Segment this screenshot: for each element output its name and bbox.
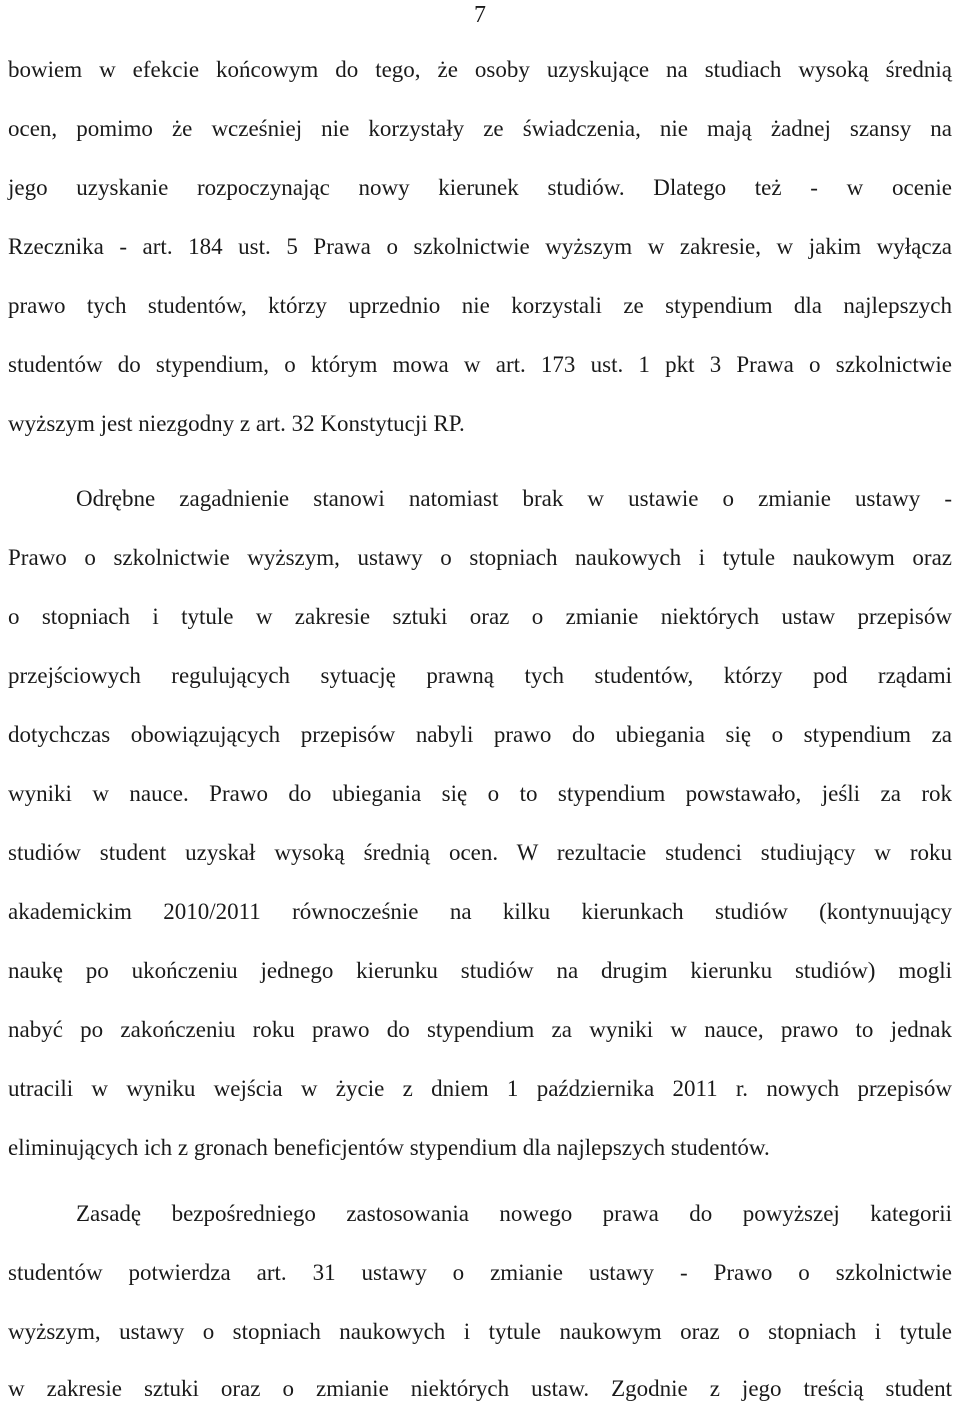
text-line: wyższym, ustawy o stopniach naukowych i tytule naukowym oraz o stopniach i tytule xyxy=(8,1319,952,1344)
text-line: w zakresie sztuki oraz o zmianie niektórych ustaw. Zgodnie z jego treścią student xyxy=(8,1376,952,1401)
text-line: o stopniach i tytule w zakresie sztuki oraz o zmianie niektórych ustaw przepisów xyxy=(8,604,952,629)
text-line: akademickim 2010/2011 równocześnie na kilku kierunkach studiów (kontynuujący xyxy=(8,899,952,924)
text-line: prawo tych studentów, którzy uprzednio nie korzystali ze stypendium dla najlepszych xyxy=(8,293,952,318)
text-line: utracili w wyniku wejścia w życie z dniem 1 października 2011 r. nowych przepisów xyxy=(8,1076,952,1101)
text-line: ocen, pomimo że wcześniej nie korzystały ze świadczenia, nie mają żadnej szansy na xyxy=(8,116,952,141)
text-line: Zasadę bezpośredniego zastosowania nowego prawa do powyższej kategorii xyxy=(76,1201,952,1226)
text-line: Rzecznika - art. 184 ust. 5 Prawa o szkolnictwie wyższym w zakresie, w jakim wyłącza xyxy=(8,234,952,259)
text-line: jego uzyskanie rozpoczynając nowy kierunek studiów. Dlatego też - w ocenie xyxy=(8,175,952,200)
text-line: Prawo o szkolnictwie wyższym, ustawy o stopniach naukowych i tytule naukowym oraz xyxy=(8,545,952,570)
text-line: studiów student uzyskał wysoką średnią ocen. W rezultacie studenci studiujący w roku xyxy=(8,840,952,865)
text-line: eliminujących ich z gronach beneficjentów stypendium dla najlepszych studentów. xyxy=(8,1135,770,1160)
text-line: nabyć po zakończeniu roku prawo do stypendium za wyniki w nauce, prawo to jednak xyxy=(8,1017,952,1042)
text-line: wyniki w nauce. Prawo do ubiegania się o to stypendium powstawało, jeśli za rok xyxy=(8,781,952,806)
text-line: Odrębne zagadnienie stanowi natomiast brak w ustawie o zmianie ustawy - xyxy=(76,486,952,511)
page-number: 7 xyxy=(474,2,486,28)
text-line: dotychczas obowiązujących przepisów nabyli prawo do ubiegania się o stypendium za xyxy=(8,722,952,747)
text-line: przejściowych regulujących sytuację prawną tych studentów, którzy pod rządami xyxy=(8,663,952,688)
text-line: wyższym jest niezgodny z art. 32 Konstytucji RP. xyxy=(8,411,465,436)
text-line: bowiem w efekcie końcowym do tego, że osoby uzyskujące na studiach wysoką średnią xyxy=(8,57,952,82)
text-line: naukę po ukończeniu jednego kierunku studiów na drugim kierunku studiów) mogli xyxy=(8,958,952,983)
text-line: studentów do stypendium, o którym mowa w art. 173 ust. 1 pkt 3 Prawa o szkolnictwie xyxy=(8,352,952,377)
text-line: studentów potwierdza art. 31 ustawy o zmianie ustawy - Prawo o szkolnictwie xyxy=(8,1260,952,1285)
